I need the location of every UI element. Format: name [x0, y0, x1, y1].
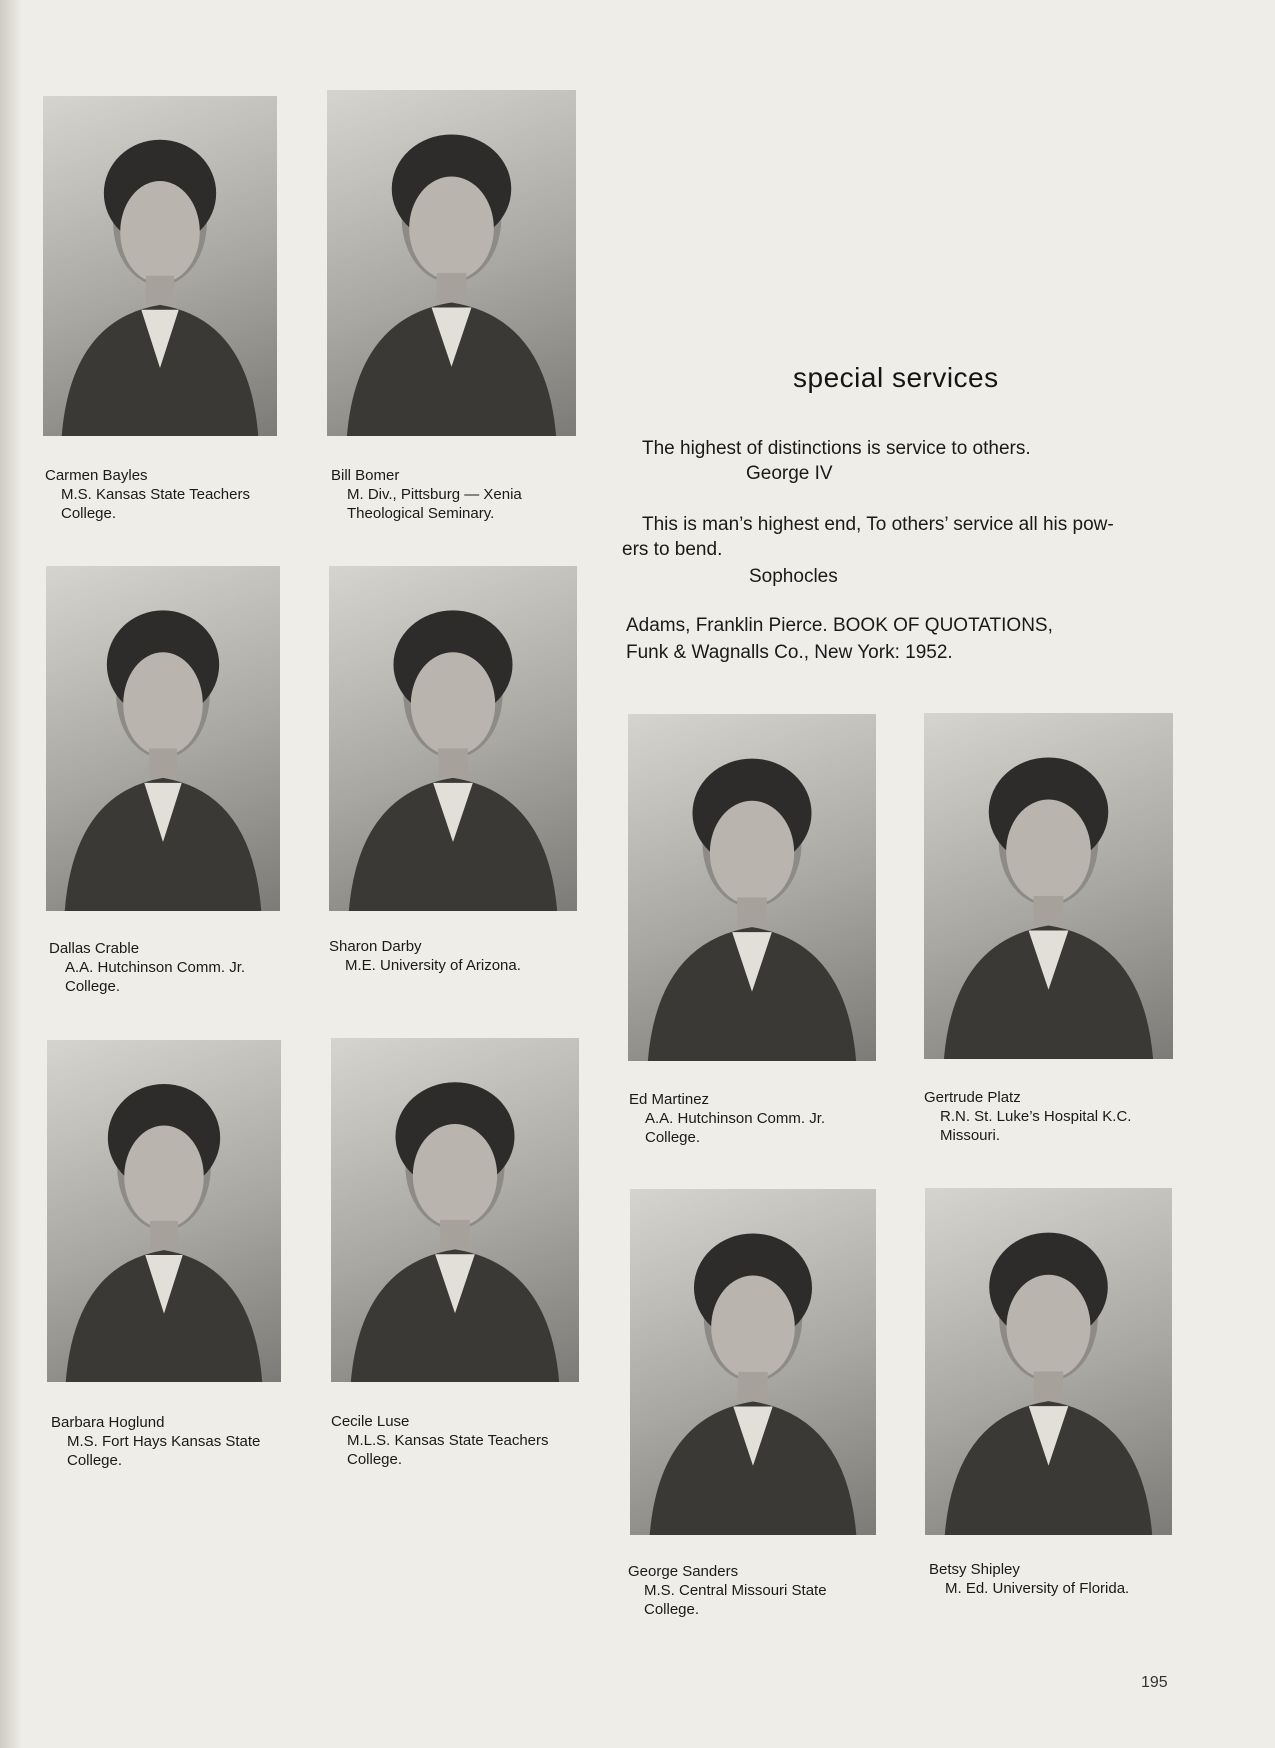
staff-credential: M.E. University of Arizona. — [345, 957, 521, 974]
portrait-photo — [329, 566, 577, 911]
portrait-photo — [46, 566, 280, 911]
staff-caption — [924, 1088, 1131, 1145]
staff-name: Carmen Bayles — [45, 467, 148, 484]
staff-name: Gertrude Platz — [924, 1089, 1021, 1106]
page-number: 195 — [1141, 1674, 1168, 1691]
staff-name: Ed Martinez — [629, 1091, 710, 1108]
quote-author: George IV — [746, 463, 833, 484]
citation: Adams, Franklin Pierce. BOOK OF QUOTATIONS, — [626, 615, 1053, 636]
staff-credential: Missouri. — [940, 1127, 1001, 1144]
section-title: special services — [793, 362, 999, 393]
staff-credential: College. — [65, 978, 121, 995]
staff-credential: M. Div., Pittsburg — Xenia — [347, 486, 522, 503]
staff-caption — [331, 466, 522, 523]
staff-name: George Sanders — [628, 1563, 739, 1580]
staff-name: Barbara Hoglund — [51, 1414, 165, 1431]
staff-credential: M.L.S. Kansas State Teachers — [347, 1432, 549, 1449]
staff-credential: A.A. Hutchinson Comm. Jr. — [65, 959, 246, 976]
staff-caption — [331, 1412, 549, 1469]
staff-credential: R.N. St. Luke’s Hospital K.C. — [940, 1108, 1132, 1125]
portrait-photo — [331, 1038, 579, 1382]
citation: Funk & Wagnalls Co., New York: 1952. — [626, 642, 953, 663]
staff-caption — [629, 1090, 825, 1147]
staff-credential: College. — [67, 1452, 123, 1469]
quote-text: ers to bend. — [622, 539, 723, 560]
portrait-photo — [924, 713, 1173, 1059]
staff-caption — [49, 939, 245, 996]
staff-credential: A.A. Hutchinson Comm. Jr. — [645, 1110, 826, 1127]
staff-credential: Theological Seminary. — [347, 505, 495, 522]
quote-text: The highest of distinctions is service to others. — [642, 438, 1031, 459]
staff-name: Betsy Shipley — [929, 1561, 1020, 1578]
portrait-photo — [925, 1188, 1172, 1535]
portrait-photo — [327, 90, 576, 436]
staff-caption — [51, 1413, 260, 1470]
portrait-photo — [47, 1040, 281, 1382]
quote-text: This is man’s highest end, To others’ service all his pow- — [642, 514, 1114, 535]
staff-credential: M.S. Fort Hays Kansas State — [67, 1433, 261, 1450]
staff-credential: M.S. Central Missouri State — [644, 1582, 827, 1599]
staff-name: Sharon Darby — [329, 938, 422, 955]
portrait-photo — [630, 1189, 876, 1535]
page-binding-shadow — [0, 0, 22, 1748]
portrait-photo — [628, 714, 876, 1061]
staff-credential: College. — [645, 1129, 701, 1146]
staff-caption — [45, 466, 250, 523]
staff-caption — [628, 1562, 827, 1619]
staff-caption — [929, 1560, 1129, 1598]
portrait-photo — [43, 96, 277, 436]
staff-name: Cecile Luse — [331, 1413, 410, 1430]
staff-credential: College. — [61, 505, 117, 522]
staff-credential: M.S. Kansas State Teachers — [61, 486, 250, 503]
staff-name: Dallas Crable — [49, 940, 140, 957]
staff-caption — [329, 937, 521, 975]
staff-credential: College. — [644, 1601, 700, 1618]
staff-name: Bill Bomer — [331, 467, 400, 484]
staff-credential: College. — [347, 1451, 403, 1468]
quote-author: Sophocles — [749, 566, 838, 587]
staff-credential: M. Ed. University of Florida. — [945, 1580, 1130, 1597]
